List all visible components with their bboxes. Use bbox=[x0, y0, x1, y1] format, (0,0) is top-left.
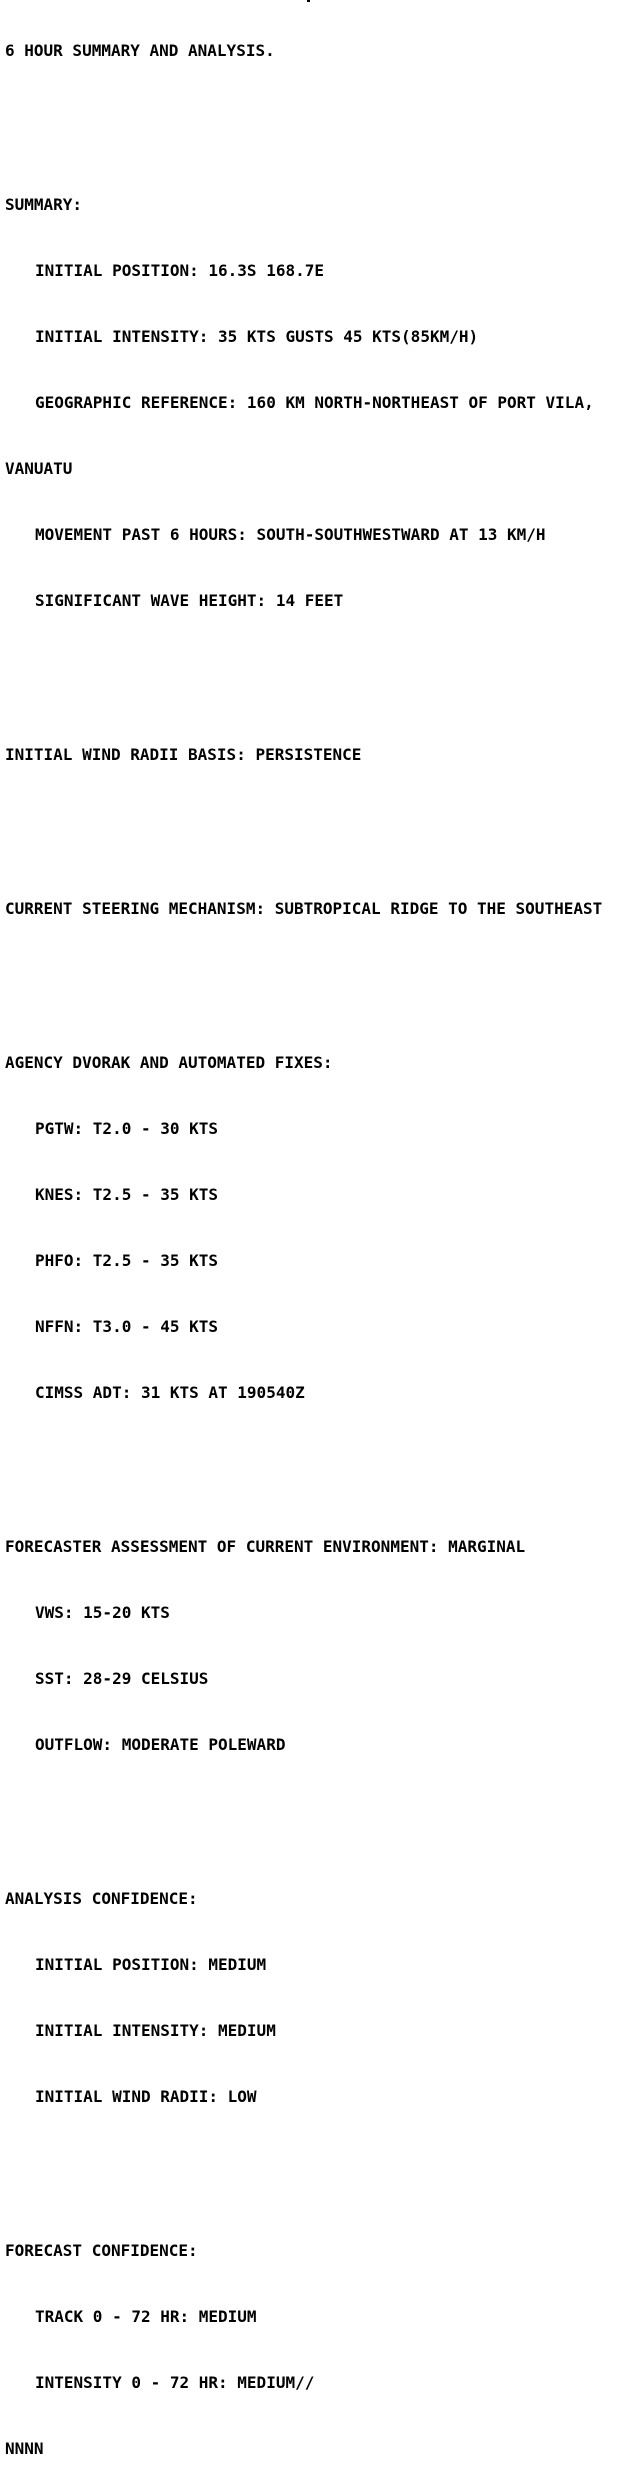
significant-wave-height: SIGNIFICANT WAVE HEIGHT: 14 FEET bbox=[35, 591, 344, 610]
analysis-confidence-intensity: INITIAL INTENSITY: MEDIUM bbox=[35, 2021, 276, 2040]
forecast-confidence-intensity: INTENSITY 0 - 72 HR: MEDIUM// bbox=[35, 2373, 315, 2392]
fix-phfo: PHFO: T2.5 - 35 KTS bbox=[35, 1251, 219, 1270]
blank-line bbox=[5, 106, 638, 128]
wind-radii-basis: INITIAL WIND RADII BASIS: PERSISTENCE bbox=[5, 745, 362, 764]
forecast-confidence-heading: FORECAST CONFIDENCE: bbox=[5, 2241, 198, 2260]
steering-mechanism: CURRENT STEERING MECHANISM: SUBTROPICAL RIDGE TO THE SOUTHEAST bbox=[5, 899, 603, 918]
blank-line bbox=[5, 1448, 638, 1470]
fix-nffn: NFFN: T3.0 - 45 KTS bbox=[35, 1317, 219, 1336]
fixes-heading: AGENCY DVORAK AND AUTOMATED FIXES: bbox=[5, 1053, 333, 1072]
environment-outflow: OUTFLOW: MODERATE POLEWARD bbox=[35, 1735, 286, 1754]
blank-line bbox=[5, 810, 638, 832]
environment-heading: FORECASTER ASSESSMENT OF CURRENT ENVIRONMENT: MARGINAL bbox=[5, 1537, 526, 1556]
fix-cimss-adt: CIMSS ADT: 31 KTS AT 190540Z bbox=[35, 1383, 305, 1402]
environment-vws: VWS: 15-20 KTS bbox=[35, 1603, 170, 1622]
geographic-reference-continued: VANUATU bbox=[5, 459, 73, 478]
bulletin-header: 6 HOUR SUMMARY AND ANALYSIS. bbox=[5, 41, 275, 60]
fix-pgtw: PGTW: T2.0 - 30 KTS bbox=[35, 1119, 219, 1138]
analysis-confidence-position: INITIAL POSITION: MEDIUM bbox=[35, 1955, 267, 1974]
blank-line bbox=[5, 1800, 638, 1822]
blank-line bbox=[5, 964, 638, 986]
forecast-confidence-track: TRACK 0 - 72 HR: MEDIUM bbox=[35, 2307, 257, 2326]
movement-past-6-hours: MOVEMENT PAST 6 HOURS: SOUTH-SOUTHWESTWARD AT 13 KM/H bbox=[35, 525, 546, 544]
fix-knes: KNES: T2.5 - 35 KTS bbox=[35, 1185, 219, 1204]
environment-sst: SST: 28-29 CELSIUS bbox=[35, 1669, 209, 1688]
blank-line bbox=[5, 2152, 638, 2174]
initial-position: INITIAL POSITION: 16.3S 168.7E bbox=[35, 261, 324, 280]
analysis-confidence-heading: ANALYSIS CONFIDENCE: bbox=[5, 1889, 198, 1908]
blank-line bbox=[5, 656, 638, 678]
bulletin-document bbox=[5, 0, 638, 2482]
geographic-reference: GEOGRAPHIC REFERENCE: 160 KM NORTH-NORTHEAST OF PORT VILA, bbox=[35, 393, 594, 412]
bulletin-footer: NNNN bbox=[5, 2439, 44, 2458]
analysis-confidence-wind-radii: INITIAL WIND RADII: LOW bbox=[35, 2087, 257, 2106]
initial-intensity: INITIAL INTENSITY: 35 KTS GUSTS 45 KTS(85KM/H) bbox=[35, 327, 479, 346]
summary-heading: SUMMARY: bbox=[5, 195, 83, 214]
